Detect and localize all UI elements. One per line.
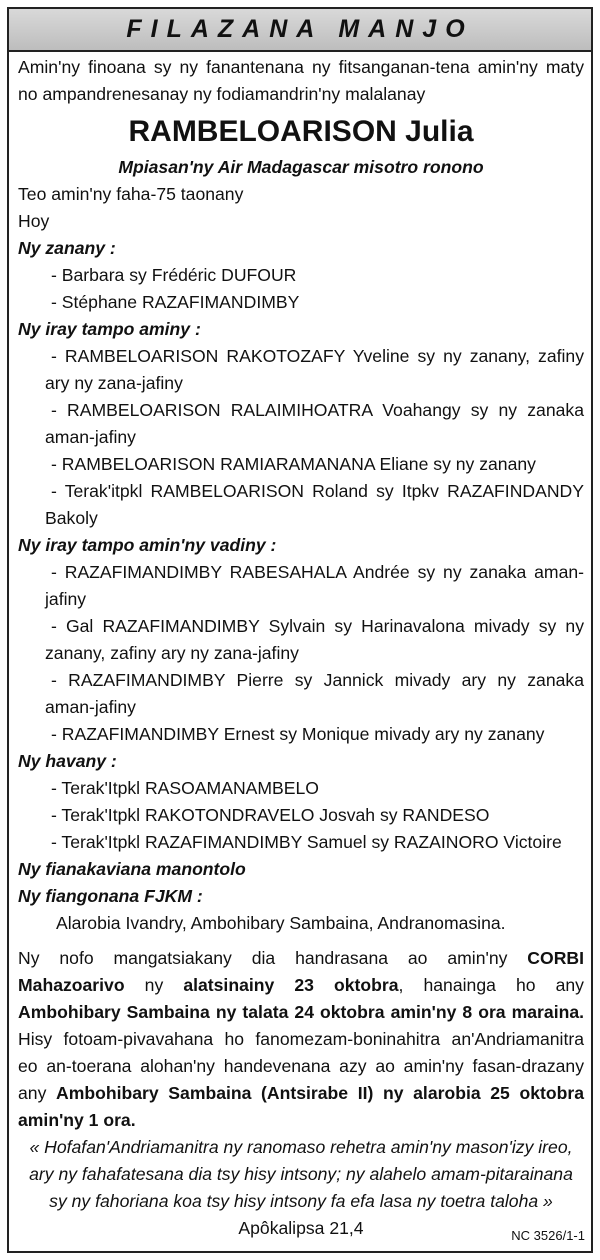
announcement-text: Hisy fotoam-pivavahana ho fanomezam-boninahitra an'Andriamanitra (18, 1029, 584, 1049)
banner-title: FILAZANA MANJO (9, 9, 591, 52)
list-item: Alarobia Ivandry, Ambohibary Sambaina, Andranomasina. (56, 913, 506, 933)
notice-content (18, 54, 584, 1242)
list-item: - RAMBELOARISON RALAIMIHOATRA Voahangy sy ny zanaka (51, 400, 584, 420)
section-heading: Ny zanany : (18, 238, 116, 258)
list-item: - Terak'Itpkl RAKOTONDRAVELO Josvah sy RANDESO (51, 805, 490, 825)
section-heading: Ny iray tampo amin'ny vadiny : (18, 535, 277, 555)
quote-reference: Apôkalipsa 21,4 (238, 1218, 364, 1238)
announcement-line (18, 972, 584, 999)
notice-code: NC 3526/1-1 (511, 1228, 585, 1243)
list-item: - Gal RAZAFIMANDIMBY Sylvain sy Harinavalona mivady sy ny (51, 616, 584, 636)
section-heading: Ny havany : (18, 751, 117, 771)
family-sections (18, 235, 584, 937)
announcement-text: alatsinainy 23 oktobra (183, 975, 399, 995)
announcement-line (18, 1026, 584, 1053)
list-item: - Terak'itpkl RAMBELOARISON Roland sy Itpkv RAZAFINDANDY (51, 481, 584, 501)
announcement-text: ny (124, 975, 184, 995)
announcement-line (18, 1107, 584, 1134)
funeral-announcement (18, 945, 584, 1134)
quote-line: sy ny fahoriana koa tsy hisy intsony fa efa lasa ny toetra taloha » (49, 1191, 553, 1211)
list-item: - Terak'Itpkl RASOAMANAMBELO (51, 778, 319, 798)
announcement-text: Mahazoarivo (18, 975, 125, 995)
announcement-text: any (18, 1083, 57, 1103)
list-item: ary ny zana-jafiny (45, 373, 183, 393)
intro-line: no ampandrenesanay ny fodiamandrin'ny malalanay (18, 84, 426, 104)
announcement-text: Ambohibary Sambaina ny talata 24 oktobra amin'ny 8 ora maraina. (18, 1002, 584, 1022)
announcement-text: eo an-toerana alohan'ny handevenana azy ao amin'ny fasan-drazany (18, 1056, 584, 1076)
bible-quote (18, 1134, 584, 1215)
deceased-name: RAMBELOARISON Julia (128, 115, 474, 148)
notice-frame (7, 7, 593, 1253)
list-item: zanany, zafiny ary ny zana-jafiny (45, 643, 299, 663)
quote-line: « Hofafan'Andriamanitra ny ranomaso rehetra amin'ny mason'izy ireo, (29, 1137, 573, 1157)
age-line: Teo amin'ny faha-75 taonany (18, 184, 244, 204)
announcement-text: CORBI (527, 948, 584, 968)
intro-line: Amin'ny finoana sy ny fanantenana ny fitsanganan-tena amin'ny maty (18, 57, 584, 77)
section-heading: Ny fiangonana FJKM : (18, 886, 203, 906)
list-item: aman-jafiny (45, 697, 136, 717)
list-item: aman-jafiny (45, 427, 136, 447)
announcement-text: Ny nofo mangatsiakany dia handrasana ao amin'ny (18, 948, 528, 968)
announcement-text: amin'ny 1 ora. (18, 1110, 136, 1130)
announcement-line (18, 1080, 584, 1107)
list-item: - Stéphane RAZAFIMANDIMBY (51, 292, 300, 312)
list-item: - RAZAFIMANDIMBY RABESAHALA Andrée sy ny zanaka aman- (51, 562, 584, 582)
list-item: - RAZAFIMANDIMBY Ernest sy Monique mivady ary ny zanany (51, 724, 545, 744)
deceased-subtitle: Mpiasan'ny Air Madagascar misotro ronono (118, 157, 484, 177)
list-item: - RAMBELOARISON RAMIARAMANANA Eliane sy ny zanany (51, 454, 536, 474)
list-item: - RAZAFIMANDIMBY Pierre sy Jannick mivady ary ny zanaka (51, 670, 584, 690)
section-heading: Ny iray tampo aminy : (18, 319, 201, 339)
announcement-text: Ambohibary Sambaina (Antsirabe II) ny alarobia 25 oktobra (56, 1083, 584, 1103)
list-item: jafiny (45, 589, 87, 609)
list-item: - Barbara sy Frédéric DUFOUR (51, 265, 297, 285)
section-heading: Ny fianakaviana manontolo (18, 859, 246, 879)
announcement-line (18, 945, 584, 972)
list-item: - RAMBELOARISON RAKOTOZAFY Yveline sy ny zanany, zafiny (51, 346, 584, 366)
announcement-line (18, 1053, 584, 1080)
announcement-line (18, 999, 584, 1026)
quote-line: ary ny fahafatesana dia tsy hisy intsony; ny alahelo amam-pitarainana (29, 1164, 573, 1184)
hoy-line: Hoy (18, 211, 50, 231)
announcement-text: , hanainga ho any (398, 975, 584, 995)
list-item: - Terak'Itpkl RAZAFIMANDIMBY Samuel sy RAZAINORO Victoire (51, 832, 562, 852)
list-item: Bakoly (45, 508, 98, 528)
